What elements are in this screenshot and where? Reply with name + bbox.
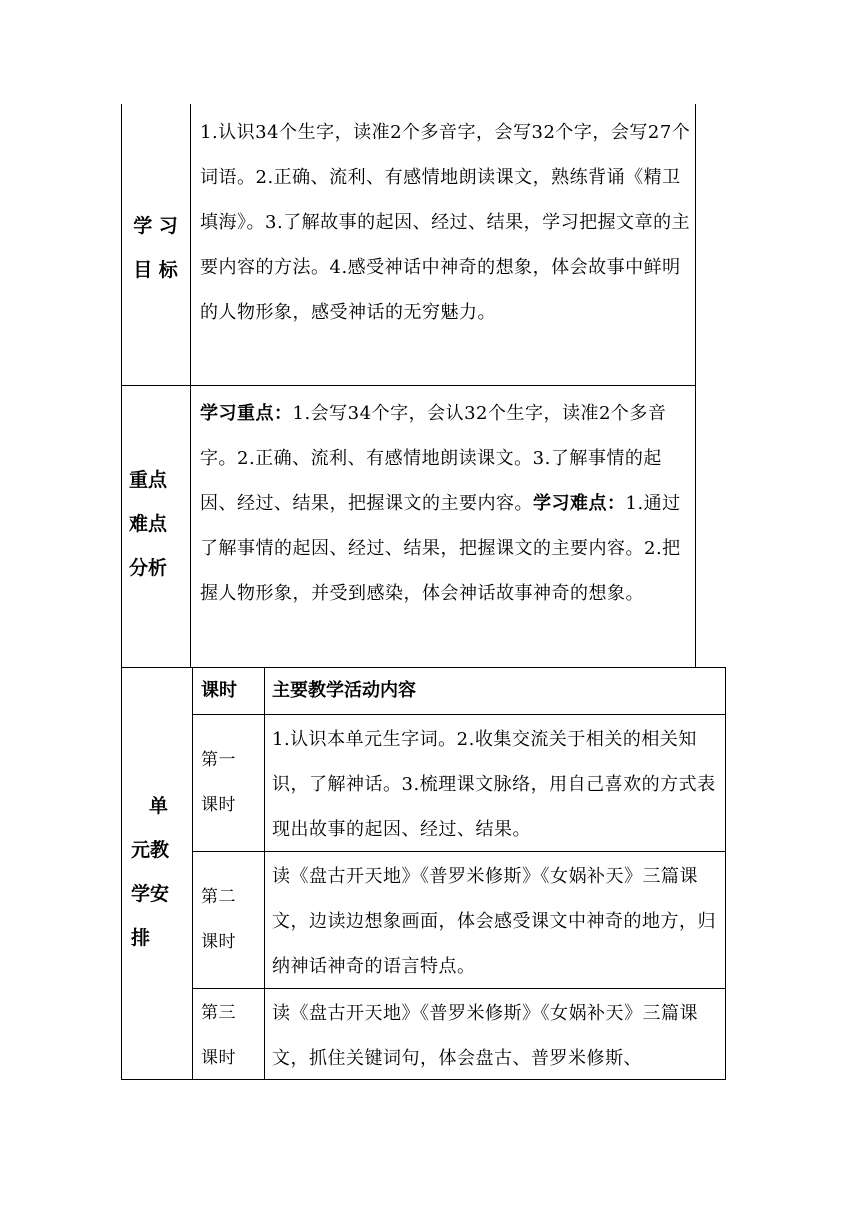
content-cell-1 (272, 717, 722, 852)
header-content (272, 668, 722, 714)
keypoints-label-line1: 重点 (129, 469, 168, 491)
period-1-line2: 课时 (201, 795, 236, 815)
content-cell-3 (272, 991, 722, 1079)
header-period (201, 668, 263, 714)
objectives-content (200, 110, 692, 335)
header-period-text: 课时 (201, 680, 237, 701)
arrangement-label-line1: 单 (149, 795, 169, 817)
table-border-inner-top (190, 104, 191, 668)
arrangement-label-line2: 元教 (131, 839, 170, 861)
sub-row-divider-1 (192, 714, 726, 715)
table-border-period-col (264, 667, 265, 1080)
key-points-text: 1.会写34个字，会认32个生字，读准2个多音字。2.正确、流利、有感情地朗读课文。3.了解事情的起因、经过、结果，把握课文的主要内容。 (200, 403, 667, 514)
objectives-label-line1: 学 习 (133, 215, 178, 237)
key-points-label: 学习重点： (200, 403, 293, 424)
keypoints-content (200, 391, 692, 616)
arrangement-label-line4: 排 (131, 927, 151, 949)
table-border-right-bottom (725, 667, 726, 1080)
objectives-label-line2: 目 标 (133, 259, 178, 281)
content-cell-2 (272, 854, 722, 989)
keypoints-label-line3: 分析 (129, 557, 168, 579)
table-border-right-top (695, 104, 696, 668)
period-cell-1 (201, 738, 263, 828)
period-3-line1: 第三 (201, 1003, 236, 1023)
period-1-line1: 第一 (201, 750, 236, 770)
content-2-text: 读《盘古开天地》《普罗米修斯》《女娲补天》三篇课文，边读边想象画面，体会感受课文中神奇的地方，归纳神话神奇的语言特点。 (272, 866, 716, 977)
content-1-text: 1.认识本单元生字词。2.收集交流关于相关的相关知识，了解神话。3.梳理课文脉络，用自己喜欢的方式表现出故事的起因、经过、结果。 (272, 729, 716, 840)
difficult-points-text: 1.通过了解事情的起因、经过、结果，把握课文的主要内容。2.把握人物形象，并受到感染，体会神话故事神奇的想象。 (200, 493, 681, 604)
keypoints-label (121, 458, 190, 590)
period-2-line1: 第二 (201, 887, 236, 907)
period-3-line2: 课时 (201, 1048, 236, 1068)
objectives-label (121, 204, 190, 292)
header-content-text: 主要教学活动内容 (272, 680, 416, 701)
period-cell-2 (201, 875, 263, 965)
difficult-points-label: 学习难点： (533, 493, 626, 514)
objectives-text: 1.认识34个生字，读准2个多音字，会写32个字，会写27个词语。2.正确、流利、有感情地朗读课文，熟练背诵《精卫填海》。3.了解故事的起因、经过、结果，学习把握文章的主要内容的方法。4.感受神话中神奇的想象，体会故事中鲜明的人物形象，感受神话的无穷魅力。 (200, 122, 691, 323)
row-divider-1 (121, 385, 696, 386)
arrangement-label-line3: 学安 (131, 883, 170, 905)
keypoints-label-line2: 难点 (129, 513, 168, 535)
arrangement-label (121, 784, 192, 960)
content-3-text: 读《盘古开天地》《普罗米修斯》《女娲补天》三篇课文，抓住关键词句，体会盘古、普罗米修斯、 (272, 1003, 698, 1069)
period-cell-3 (201, 991, 263, 1081)
period-2-line2: 课时 (201, 932, 236, 952)
table-border-inner-bottom (192, 667, 193, 1080)
